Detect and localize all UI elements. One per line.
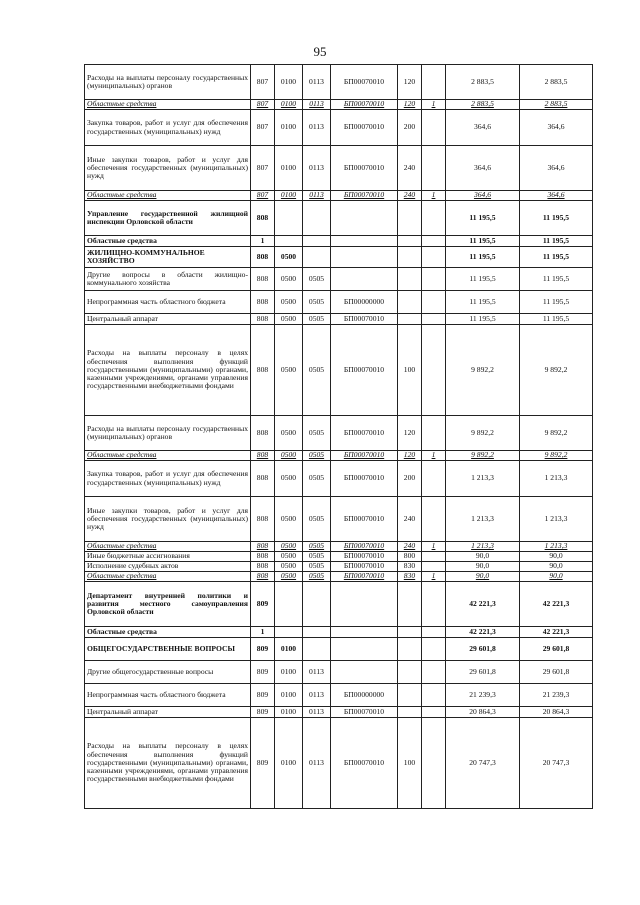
source-code-cell: 1 — [422, 100, 446, 110]
amount-year1-cell: 9 892,2 — [446, 416, 520, 451]
row-name-cell: Центральный аппарат — [85, 707, 251, 718]
amount-year1-cell: 11 195,5 — [446, 268, 520, 291]
subsection-code-cell: 0505 — [303, 572, 331, 582]
amount-year2-cell: 29 601,8 — [520, 638, 593, 661]
table-row — [85, 201, 593, 236]
expense-type-cell — [398, 661, 422, 684]
expense-type-cell: 240 — [398, 497, 422, 542]
ministry-code-cell: 808 — [251, 325, 275, 416]
expense-type-cell: 240 — [398, 146, 422, 191]
section-code-cell: 0500 — [275, 451, 303, 461]
table-row — [85, 191, 593, 201]
amount-year2-cell: 1 213,3 — [520, 461, 593, 497]
source-code-cell — [422, 684, 446, 707]
amount-year1-cell: 11 195,5 — [446, 314, 520, 325]
amount-year1-cell: 11 195,5 — [446, 201, 520, 236]
subsection-code-cell: 0113 — [303, 146, 331, 191]
subsection-code-cell: 0505 — [303, 562, 331, 572]
table-row — [85, 451, 593, 461]
target-article-cell — [331, 627, 398, 638]
expense-type-cell: 100 — [398, 718, 422, 809]
section-code-cell: 0100 — [275, 707, 303, 718]
subsection-code-cell — [303, 582, 331, 627]
target-article-cell — [331, 582, 398, 627]
section-code-cell: 0100 — [275, 110, 303, 146]
ministry-code-cell: 808 — [251, 562, 275, 572]
table-row — [85, 146, 593, 191]
amount-year2-cell: 42 221,3 — [520, 627, 593, 638]
ministry-code-cell: 808 — [251, 497, 275, 542]
ministry-code-cell: 808 — [251, 291, 275, 314]
expense-type-cell: 830 — [398, 562, 422, 572]
subsection-code-cell: 0505 — [303, 461, 331, 497]
target-article-cell — [331, 661, 398, 684]
table-row — [85, 572, 593, 582]
table-row — [85, 562, 593, 572]
expense-type-cell: 240 — [398, 542, 422, 552]
budget-table — [84, 64, 593, 809]
table-row — [85, 627, 593, 638]
subsection-code-cell: 0113 — [303, 718, 331, 809]
amount-year1-cell: 42 221,3 — [446, 582, 520, 627]
section-code-cell: 0500 — [275, 325, 303, 416]
amount-year1-cell: 9 892,2 — [446, 451, 520, 461]
target-article-cell: БП00070010 — [331, 572, 398, 582]
amount-year1-cell: 20 864,3 — [446, 707, 520, 718]
target-article-cell: БП00000000 — [331, 684, 398, 707]
row-name-cell: Закупка товаров, работ и услуг для обеспечения государственных (муниципальных) нужд — [85, 110, 251, 146]
source-code-cell — [422, 661, 446, 684]
source-code-cell — [422, 110, 446, 146]
subsection-code-cell: 0113 — [303, 684, 331, 707]
table-row — [85, 314, 593, 325]
subsection-code-cell: 0113 — [303, 110, 331, 146]
row-name-cell: Другие вопросы в области жилищно-коммунального хозяйства — [85, 268, 251, 291]
subsection-code-cell: 0113 — [303, 65, 331, 100]
table-row — [85, 291, 593, 314]
amount-year2-cell: 9 892,2 — [520, 451, 593, 461]
row-name-cell: Расходы на выплаты персоналу государственных (муниципальных) органов — [85, 416, 251, 451]
table-row — [85, 247, 593, 268]
amount-year1-cell: 1 213,3 — [446, 461, 520, 497]
row-name-cell: ОБЩЕГОСУДАРСТВЕННЫЕ ВОПРОСЫ — [85, 638, 251, 661]
row-name-cell: Областные средства — [85, 100, 251, 110]
amount-year1-cell: 21 239,3 — [446, 684, 520, 707]
expense-type-cell: 120 — [398, 416, 422, 451]
ministry-code-cell: 809 — [251, 707, 275, 718]
expense-type-cell — [398, 236, 422, 247]
ministry-code-cell: 808 — [251, 201, 275, 236]
source-code-cell — [422, 146, 446, 191]
ministry-code-cell: 807 — [251, 100, 275, 110]
expense-type-cell — [398, 268, 422, 291]
row-name-cell: Непрограммная часть областного бюджета — [85, 291, 251, 314]
source-code-cell: 1 — [422, 191, 446, 201]
ministry-code-cell: 809 — [251, 718, 275, 809]
row-name-cell: Иные бюджетные ассигнования — [85, 552, 251, 562]
amount-year1-cell: 364,6 — [446, 110, 520, 146]
section-code-cell: 0500 — [275, 247, 303, 268]
amount-year2-cell: 11 195,5 — [520, 201, 593, 236]
table-row — [85, 325, 593, 416]
section-code-cell: 0500 — [275, 562, 303, 572]
amount-year1-cell: 11 195,5 — [446, 247, 520, 268]
amount-year2-cell: 364,6 — [520, 110, 593, 146]
amount-year2-cell: 20 747,3 — [520, 718, 593, 809]
target-article-cell: БП00070010 — [331, 451, 398, 461]
table-row — [85, 461, 593, 497]
ministry-code-cell: 1 — [251, 236, 275, 247]
section-code-cell: 0100 — [275, 638, 303, 661]
amount-year2-cell: 2 883,5 — [520, 65, 593, 100]
ministry-code-cell: 809 — [251, 661, 275, 684]
section-code-cell — [275, 627, 303, 638]
amount-year2-cell: 11 195,5 — [520, 236, 593, 247]
source-code-cell: 1 — [422, 572, 446, 582]
amount-year2-cell: 11 195,5 — [520, 314, 593, 325]
row-name-cell: Областные средства — [85, 542, 251, 552]
source-code-cell: 1 — [422, 542, 446, 552]
row-name-cell: Закупка товаров, работ и услуг для обеспечения государственных (муниципальных) нужд — [85, 461, 251, 497]
ministry-code-cell: 808 — [251, 542, 275, 552]
ministry-code-cell: 1 — [251, 627, 275, 638]
source-code-cell — [422, 582, 446, 627]
amount-year2-cell: 9 892,2 — [520, 416, 593, 451]
ministry-code-cell: 808 — [251, 572, 275, 582]
table-row — [85, 100, 593, 110]
ministry-code-cell: 808 — [251, 451, 275, 461]
section-code-cell — [275, 201, 303, 236]
subsection-code-cell: 0113 — [303, 100, 331, 110]
row-name-cell: Департамент внутренней политики и развития местного самоуправления Орловской области — [85, 582, 251, 627]
section-code-cell: 0500 — [275, 416, 303, 451]
target-article-cell: БП00070010 — [331, 542, 398, 552]
table-row — [85, 65, 593, 100]
target-article-cell: БП00070010 — [331, 718, 398, 809]
amount-year2-cell: 1 213,3 — [520, 542, 593, 552]
amount-year1-cell: 1 213,3 — [446, 542, 520, 552]
source-code-cell — [422, 562, 446, 572]
target-article-cell — [331, 268, 398, 291]
ministry-code-cell: 807 — [251, 191, 275, 201]
amount-year2-cell: 11 195,5 — [520, 291, 593, 314]
ministry-code-cell: 807 — [251, 110, 275, 146]
expense-type-cell: 120 — [398, 65, 422, 100]
subsection-code-cell: 0113 — [303, 191, 331, 201]
target-article-cell: БП00070010 — [331, 707, 398, 718]
amount-year2-cell: 90,0 — [520, 572, 593, 582]
ministry-code-cell: 808 — [251, 314, 275, 325]
row-name-cell: Исполнение судебных актов — [85, 562, 251, 572]
section-code-cell: 0500 — [275, 268, 303, 291]
table-row — [85, 236, 593, 247]
table-row — [85, 707, 593, 718]
amount-year2-cell: 90,0 — [520, 562, 593, 572]
table-row — [85, 552, 593, 562]
section-code-cell: 0500 — [275, 552, 303, 562]
source-code-cell — [422, 65, 446, 100]
amount-year1-cell: 364,6 — [446, 191, 520, 201]
ministry-code-cell: 808 — [251, 552, 275, 562]
amount-year1-cell: 29 601,8 — [446, 638, 520, 661]
source-code-cell — [422, 416, 446, 451]
section-code-cell: 0500 — [275, 497, 303, 542]
expense-type-cell: 200 — [398, 110, 422, 146]
table-row — [85, 416, 593, 451]
ministry-code-cell: 809 — [251, 638, 275, 661]
target-article-cell: БП00070010 — [331, 100, 398, 110]
row-name-cell: ЖИЛИЩНО-КОММУНАЛЬНОЕ ХОЗЯЙСТВО — [85, 247, 251, 268]
row-name-cell: Иные закупки товаров, работ и услуг для обеспечения государственных (муниципальных) нужд — [85, 146, 251, 191]
subsection-code-cell: 0505 — [303, 451, 331, 461]
amount-year1-cell: 1 213,3 — [446, 497, 520, 542]
subsection-code-cell — [303, 247, 331, 268]
amount-year1-cell: 11 195,5 — [446, 236, 520, 247]
row-name-cell: Областные средства — [85, 191, 251, 201]
table-row — [85, 684, 593, 707]
amount-year2-cell: 11 195,5 — [520, 247, 593, 268]
expense-type-cell — [398, 638, 422, 661]
subsection-code-cell: 0505 — [303, 542, 331, 552]
expense-type-cell: 240 — [398, 191, 422, 201]
source-code-cell — [422, 325, 446, 416]
section-code-cell: 0500 — [275, 542, 303, 552]
amount-year2-cell: 29 601,8 — [520, 661, 593, 684]
amount-year1-cell: 90,0 — [446, 572, 520, 582]
section-code-cell: 0100 — [275, 146, 303, 191]
table-row — [85, 661, 593, 684]
target-article-cell: БП00070010 — [331, 191, 398, 201]
ministry-code-cell: 808 — [251, 268, 275, 291]
subsection-code-cell: 0113 — [303, 661, 331, 684]
amount-year2-cell: 21 239,3 — [520, 684, 593, 707]
subsection-code-cell — [303, 236, 331, 247]
amount-year2-cell: 20 864,3 — [520, 707, 593, 718]
target-article-cell: БП00000000 — [331, 291, 398, 314]
expense-type-cell — [398, 247, 422, 268]
section-code-cell: 0500 — [275, 461, 303, 497]
expense-type-cell — [398, 684, 422, 707]
row-name-cell: Другие общегосударственные вопросы — [85, 661, 251, 684]
source-code-cell — [422, 461, 446, 497]
row-name-cell: Непрограммная часть областного бюджета — [85, 684, 251, 707]
source-code-cell — [422, 638, 446, 661]
table-row — [85, 582, 593, 627]
row-name-cell: Областные средства — [85, 572, 251, 582]
source-code-cell — [422, 718, 446, 809]
subsection-code-cell: 0505 — [303, 497, 331, 542]
section-code-cell: 0100 — [275, 661, 303, 684]
ministry-code-cell: 809 — [251, 684, 275, 707]
source-code-cell — [422, 552, 446, 562]
source-code-cell: 1 — [422, 451, 446, 461]
target-article-cell — [331, 236, 398, 247]
amount-year1-cell: 11 195,5 — [446, 291, 520, 314]
target-article-cell — [331, 638, 398, 661]
source-code-cell — [422, 707, 446, 718]
section-code-cell: 0500 — [275, 291, 303, 314]
source-code-cell — [422, 247, 446, 268]
section-code-cell: 0100 — [275, 191, 303, 201]
subsection-code-cell — [303, 201, 331, 236]
subsection-code-cell: 0113 — [303, 707, 331, 718]
amount-year1-cell: 20 747,3 — [446, 718, 520, 809]
expense-type-cell — [398, 582, 422, 627]
section-code-cell: 0100 — [275, 100, 303, 110]
table-row — [85, 542, 593, 552]
amount-year2-cell: 11 195,5 — [520, 268, 593, 291]
amount-year2-cell: 364,6 — [520, 146, 593, 191]
ministry-code-cell: 807 — [251, 146, 275, 191]
row-name-cell: Управление государственной жилищной инспекции Орловской области — [85, 201, 251, 236]
source-code-cell — [422, 236, 446, 247]
target-article-cell: БП00070010 — [331, 552, 398, 562]
amount-year2-cell: 9 892,2 — [520, 325, 593, 416]
table-row — [85, 268, 593, 291]
expense-type-cell — [398, 627, 422, 638]
amount-year1-cell: 9 892,2 — [446, 325, 520, 416]
amount-year1-cell: 42 221,3 — [446, 627, 520, 638]
amount-year1-cell: 2 883,5 — [446, 100, 520, 110]
expense-type-cell — [398, 314, 422, 325]
target-article-cell: БП00070010 — [331, 146, 398, 191]
page-number: 95 — [313, 44, 327, 59]
row-name-cell: Центральный аппарат — [85, 314, 251, 325]
subsection-code-cell: 0505 — [303, 325, 331, 416]
subsection-code-cell: 0505 — [303, 416, 331, 451]
expense-type-cell: 120 — [398, 451, 422, 461]
target-article-cell: БП00070010 — [331, 110, 398, 146]
expense-type-cell: 200 — [398, 461, 422, 497]
subsection-code-cell — [303, 638, 331, 661]
row-name-cell: Областные средства — [85, 627, 251, 638]
subsection-code-cell: 0505 — [303, 291, 331, 314]
target-article-cell — [331, 247, 398, 268]
section-code-cell: 0100 — [275, 65, 303, 100]
target-article-cell: БП00070010 — [331, 314, 398, 325]
target-article-cell: БП00070010 — [331, 65, 398, 100]
section-code-cell: 0500 — [275, 314, 303, 325]
expense-type-cell — [398, 707, 422, 718]
source-code-cell — [422, 291, 446, 314]
target-article-cell: БП00070010 — [331, 497, 398, 542]
source-code-cell — [422, 201, 446, 236]
row-name-cell: Расходы на выплаты персоналу в целях обеспечения выполнения функций государственными (муниципальными) органами, казенными учреждениями, органами управления государственными внебюджетными фондами — [85, 718, 251, 809]
target-article-cell: БП00070010 — [331, 461, 398, 497]
section-code-cell: 0100 — [275, 684, 303, 707]
source-code-cell — [422, 268, 446, 291]
expense-type-cell — [398, 201, 422, 236]
table-row — [85, 110, 593, 146]
target-article-cell: БП00070010 — [331, 325, 398, 416]
amount-year2-cell: 364,6 — [520, 191, 593, 201]
ministry-code-cell: 808 — [251, 247, 275, 268]
ministry-code-cell: 807 — [251, 65, 275, 100]
subsection-code-cell — [303, 627, 331, 638]
amount-year2-cell: 42 221,3 — [520, 582, 593, 627]
table-row — [85, 638, 593, 661]
row-name-cell: Расходы на выплаты персоналу в целях обеспечения выполнения функций государственными (муниципальными) органами, казенными учреждениями, органами управления государственными внебюджетными фондами — [85, 325, 251, 416]
section-code-cell: 0100 — [275, 718, 303, 809]
target-article-cell: БП00070010 — [331, 416, 398, 451]
section-code-cell — [275, 582, 303, 627]
ministry-code-cell: 808 — [251, 461, 275, 497]
amount-year2-cell: 90,0 — [520, 552, 593, 562]
ministry-code-cell: 809 — [251, 582, 275, 627]
expense-type-cell: 120 — [398, 100, 422, 110]
section-code-cell — [275, 236, 303, 247]
row-name-cell: Расходы на выплаты персоналу государственных (муниципальных) органов — [85, 65, 251, 100]
expense-type-cell: 100 — [398, 325, 422, 416]
row-name-cell: Областные средства — [85, 451, 251, 461]
row-name-cell: Иные закупки товаров, работ и услуг для обеспечения государственных (муниципальных) нужд — [85, 497, 251, 542]
ministry-code-cell: 808 — [251, 416, 275, 451]
expense-type-cell: 800 — [398, 552, 422, 562]
source-code-cell — [422, 497, 446, 542]
subsection-code-cell: 0505 — [303, 314, 331, 325]
subsection-code-cell: 0505 — [303, 552, 331, 562]
amount-year1-cell: 90,0 — [446, 562, 520, 572]
expense-type-cell: 830 — [398, 572, 422, 582]
row-name-cell: Областные средства — [85, 236, 251, 247]
target-article-cell: БП00070010 — [331, 562, 398, 572]
expense-type-cell — [398, 291, 422, 314]
table-row — [85, 718, 593, 809]
amount-year2-cell: 2 883,5 — [520, 100, 593, 110]
source-code-cell — [422, 314, 446, 325]
table-row — [85, 497, 593, 542]
source-code-cell — [422, 627, 446, 638]
amount-year1-cell: 2 883,5 — [446, 65, 520, 100]
subsection-code-cell: 0505 — [303, 268, 331, 291]
amount-year2-cell: 1 213,3 — [520, 497, 593, 542]
amount-year1-cell: 90,0 — [446, 552, 520, 562]
target-article-cell — [331, 201, 398, 236]
section-code-cell: 0500 — [275, 572, 303, 582]
amount-year1-cell: 364,6 — [446, 146, 520, 191]
amount-year1-cell: 29 601,8 — [446, 661, 520, 684]
